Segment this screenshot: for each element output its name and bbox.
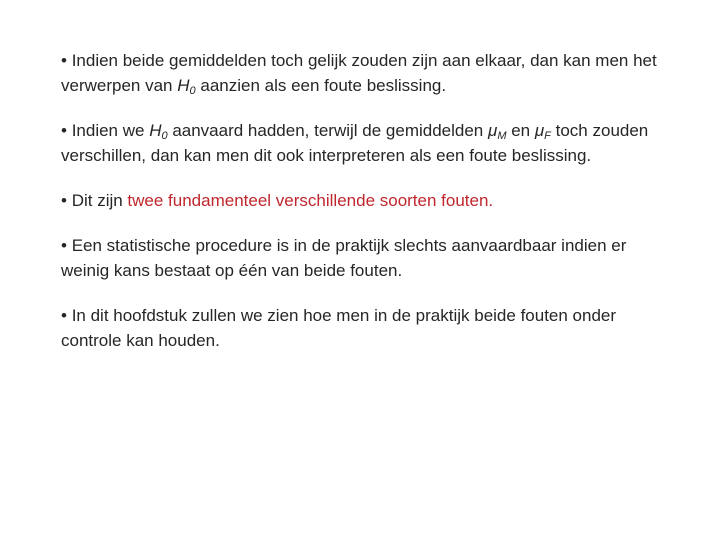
bullet-list	[61, 48, 661, 373]
hypothesis-symbol: H	[177, 76, 190, 95]
bullet-marker: •	[61, 121, 67, 140]
hypothesis-symbol: H	[149, 121, 162, 140]
bullet-text: Een statistische procedure is in de praktijk slechts aanvaardbaar indien er weinig kans bestaat op één van beide fouten.	[61, 236, 627, 280]
bullet-text: Indien beide gemiddelden toch gelijk zouden zijn aan elkaar, dan kan men het verwerpen van	[61, 51, 657, 95]
bullet-text: In dit hoofdstuk zullen we zien hoe men in de praktijk beide fouten onder controle kan houden.	[61, 306, 617, 350]
mu-symbol: μ	[487, 121, 498, 140]
bullet-marker: •	[61, 236, 67, 255]
bullet-accept-h0-wrong	[61, 118, 661, 168]
bullet-reject-h0-wrong	[61, 48, 661, 98]
bullet-acceptable-procedure	[61, 233, 661, 283]
mu-subscript: M	[497, 130, 507, 142]
mu-subscript: F	[544, 130, 551, 142]
hypothesis-subscript: 0	[161, 130, 168, 142]
mu-symbol: μ	[534, 121, 545, 140]
bullet-text: aanvaard hadden, terwijl de gemiddelden	[167, 121, 488, 140]
bullet-chapter-goal	[61, 303, 661, 353]
bullet-text: Indien we	[71, 121, 150, 140]
bullet-text: toch zouden verschillen, dan kan men dit ook interpreteren als een foute beslissing.	[61, 121, 649, 165]
hypothesis-subscript: 0	[189, 85, 196, 97]
bullet-marker: •	[61, 306, 67, 325]
bullet-text: Dit zijn	[71, 191, 128, 210]
bullet-marker: •	[61, 51, 67, 70]
bullet-two-error-types	[61, 188, 661, 213]
bullet-marker: •	[61, 191, 67, 210]
bullet-text: aanzien als een foute beslissing.	[195, 76, 447, 95]
highlighted-text: twee fundamenteel verschillende soorten fouten.	[127, 191, 494, 210]
bullet-text: en	[506, 121, 535, 140]
